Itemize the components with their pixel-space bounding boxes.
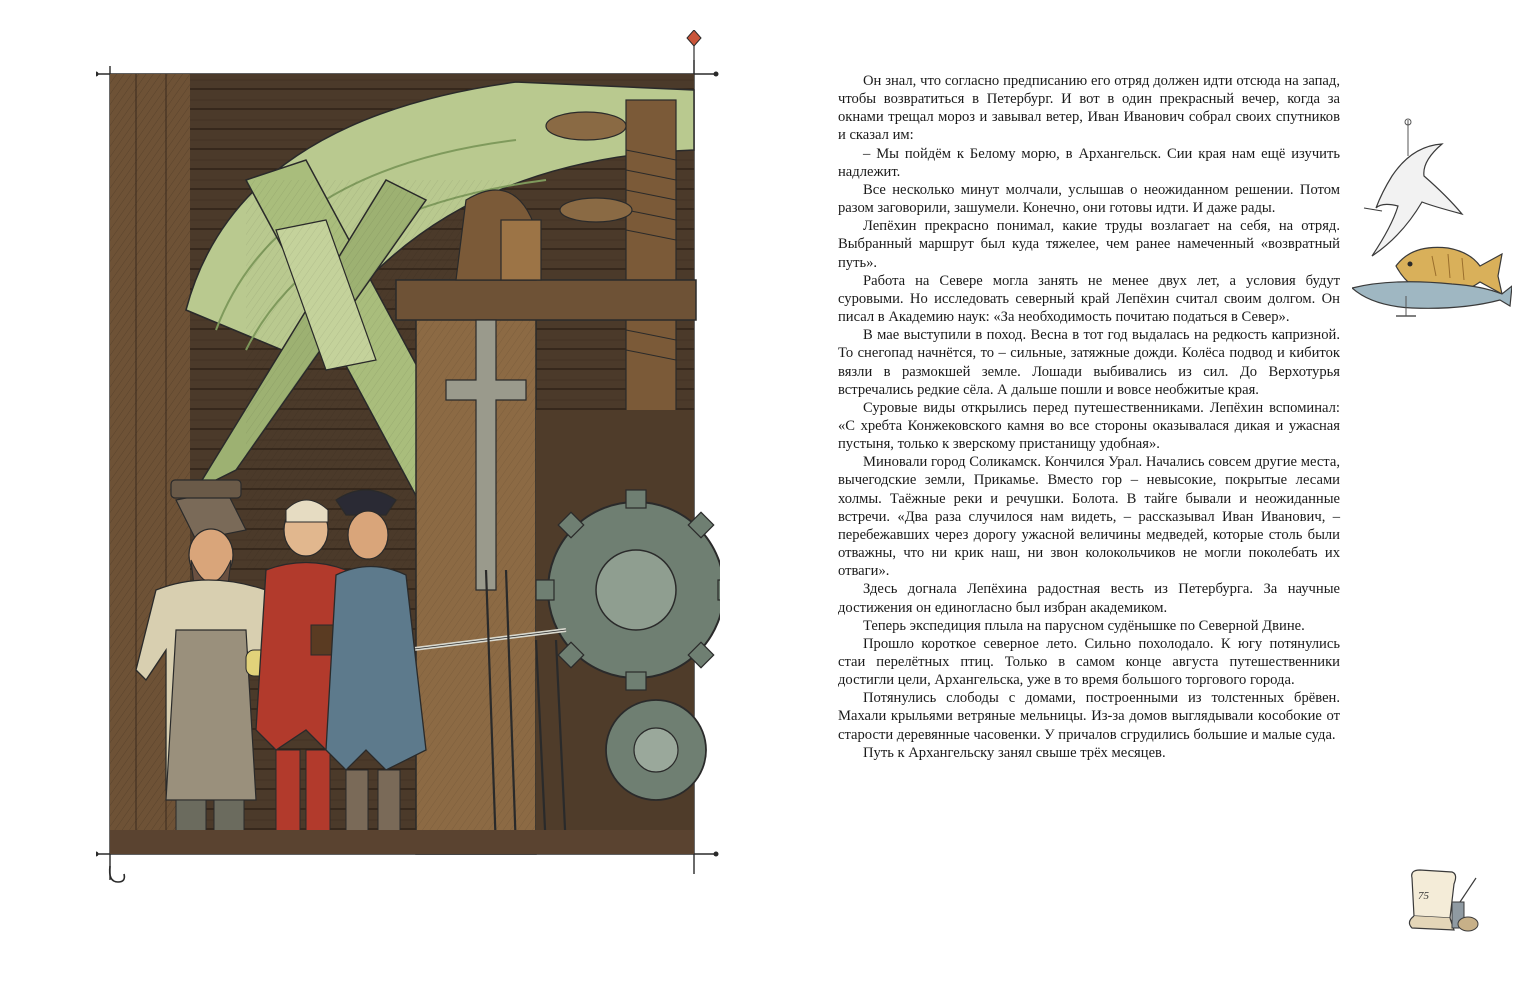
paragraph-12: Потянулись слободы с домами, построенными из толстенных брёвен. Махали крыльями ветряные мельницы. Из-за домов выглядывали кособокие от старости деревянные часовенки. У причалов сгрудились большие и малые суда. bbox=[838, 690, 1340, 743]
workshop-illustration bbox=[96, 30, 720, 892]
book-ink-icon bbox=[1402, 866, 1482, 938]
paragraph-13: Путь к Архангельску занял свыше трёх месяцев. bbox=[863, 744, 1166, 761]
paragraph-6: В мае выступили в поход. Весна в тот год выдалась на редкость капризной. То снегопад начнётся, то – сильные, затяжные дожди. Колёса подвод и кибиток вязли в размокшей земле. Лошади выбивались из сил. До Верхотурья встречались редкие сёла. А дальше пошли и вовсе необжитые края. bbox=[838, 327, 1340, 398]
paragraph-5: Работа на Севере могла занять не менее двух лет, а условия будут суровыми. Но исследовать северный край Лепёхин считал своим долгом. Он писал в Академию наук: «За необходимость почитаю податься в Север». bbox=[838, 272, 1340, 326]
scroll-corner-ornament bbox=[110, 866, 125, 882]
paragraph-4: Лепёхин прекрасно понимал, какие труды возлагает на себя, на отряд. Выбранный маршрут был куда тяжелее, чем ранее намеченный «возвратный путь». bbox=[838, 218, 1340, 271]
bird-fish-icon bbox=[1352, 116, 1512, 318]
paragraph-3: Все несколько минут молчали, услышав о неожиданном решении. Потом разом заговорили, зашумели. Конечно, они готовы идти. И даже рады. bbox=[838, 181, 1340, 217]
paragraph-10: Теперь экспедиция плыла на парусном судёнышке по Северной Двине. bbox=[863, 617, 1305, 634]
paragraph-8: Миновали город Соликамск. Кончился Урал. Начались совсем другие места, вычегодские земли, Прикамье. Вместо гор – невысокие, покрытые лесами холмы. Таёжные реки и речушки. Болота. В тайге бывали и неожиданные встречи. «Два раза случилося нам видеть, – рассказывал Иван Иванович, – перебежавших через дорогу ужасной величины медведей, которые столь были отважны, что ни крик наш, ни звон колокольчиков не могли поколебать их отваги». bbox=[838, 454, 1340, 580]
paragraph-11: Прошло короткое северное лето. Сильно похолодало. К югу потянулись стаи перелётных птиц. Только в самом конце августа путешественники достигли цели, Архангельска, уже в то время большого торгового города. bbox=[838, 635, 1340, 689]
page-number: 75 bbox=[1418, 890, 1429, 902]
paragraph-1: Он знал, что согласно предписанию его отряд должен идти отсюда на запад, чтобы возвратиться в Петербург. И вот в один прекрасный вечер, когда за окнами трещал мороз и завывал ветер, Иван Иванович собрал своих спутников и сказал им: bbox=[838, 73, 1340, 144]
page-text bbox=[838, 72, 1340, 762]
paragraph-7: Суровые виды открылись перед путешественниками. Лепёхин вспоминал: «С хребта Конжековского камня во все стороны оказывалася дикая и ужасная пустыня, только к зверскому пристанищу удобная». bbox=[838, 399, 1340, 453]
paragraph-9: Здесь догнала Лепёхина радостная весть из Петербурга. За научные достижения он единогласно был избран академиком. bbox=[838, 581, 1340, 616]
paragraph-2: – Мы пойдём к Белому морю, в Архангельск. Сии края нам ещё изучить надлежит. bbox=[838, 145, 1340, 180]
